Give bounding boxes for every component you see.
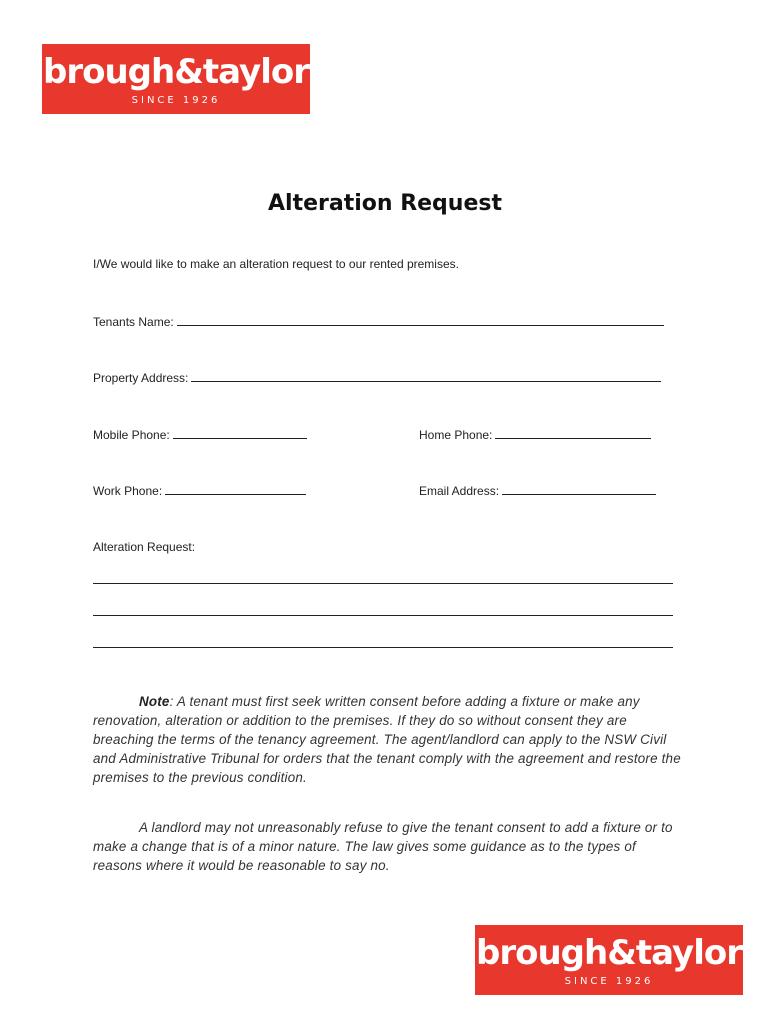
intro-text: I/We would like to make an alteration request to our rented premises. bbox=[93, 257, 459, 271]
email-address-row bbox=[419, 483, 656, 498]
mobile-phone-row bbox=[93, 427, 307, 442]
tenants-name-label: Tenants Name: bbox=[93, 315, 174, 329]
brand-logo-bottom bbox=[475, 925, 743, 995]
email-address-field[interactable] bbox=[502, 483, 656, 495]
property-address-label: Property Address: bbox=[93, 371, 189, 385]
mobile-phone-label: Mobile Phone: bbox=[93, 428, 170, 442]
logo-since-text: SINCE 1926 bbox=[564, 976, 654, 987]
alteration-request-line-2[interactable] bbox=[93, 615, 673, 616]
logo-brand-text: brough&taylor bbox=[476, 933, 742, 973]
home-phone-row bbox=[419, 427, 651, 442]
home-phone-label: Home Phone: bbox=[419, 428, 493, 442]
home-phone-field[interactable] bbox=[495, 427, 651, 439]
note-text-2: A landlord may not unreasonably refuse to give the tenant consent to add a fixture or to make a change that is of a minor nature. The law gives some guidance as to the types of reasons where it would be reasonable to say no. bbox=[93, 820, 673, 873]
work-phone-field[interactable] bbox=[165, 483, 306, 495]
email-address-label: Email Address: bbox=[419, 484, 500, 498]
tenants-name-row bbox=[93, 314, 664, 329]
mobile-phone-field[interactable] bbox=[173, 427, 307, 439]
brand-logo-top bbox=[42, 44, 310, 114]
alteration-request-line-1[interactable] bbox=[93, 583, 673, 584]
alteration-request-line-3[interactable] bbox=[93, 647, 673, 648]
note-paragraph-1 bbox=[93, 692, 683, 787]
note-paragraph-2 bbox=[93, 818, 683, 875]
note-label: Note bbox=[139, 694, 170, 709]
work-phone-label: Work Phone: bbox=[93, 484, 163, 498]
logo-brand-text: brough&taylor bbox=[43, 52, 309, 92]
page-title: Alteration Request bbox=[268, 191, 502, 216]
property-address-row bbox=[93, 370, 661, 385]
work-phone-row bbox=[93, 483, 306, 498]
alteration-request-label: Alteration Request: bbox=[93, 540, 196, 554]
tenants-name-field[interactable] bbox=[177, 314, 664, 326]
property-address-field[interactable] bbox=[191, 370, 661, 382]
note-text-1: : A tenant must first seek written consent before adding a fixture or make any renovation, alteration or addition to the premises. If they do so without consent they are breaching the terms of the tenancy agreement. The agent/landlord can apply to the NSW Civil and Administrative Tribunal for orders that the tenant comply with the agreement and restore the premises to the previous condition. bbox=[93, 694, 681, 785]
logo-since-text: SINCE 1926 bbox=[131, 95, 221, 106]
